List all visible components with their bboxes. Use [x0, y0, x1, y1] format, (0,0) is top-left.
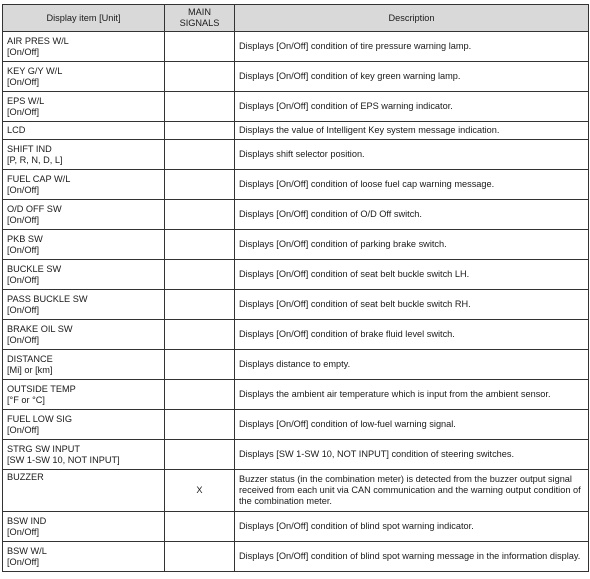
display-item-unit: [°F or °C]: [7, 394, 45, 405]
main-signals-cell: [165, 32, 235, 62]
description-cell: Displays distance to empty.: [235, 350, 589, 380]
description-cell: Displays [On/Off] condition of seat belt buckle switch RH.: [235, 290, 589, 320]
table-row: [3, 170, 589, 200]
display-item-name: PKB SW: [7, 233, 43, 244]
table-row: [3, 92, 589, 122]
display-item-unit: [On/Off]: [7, 526, 39, 537]
table-row: [3, 140, 589, 170]
table-row: [3, 470, 589, 512]
description-cell: Displays [On/Off] condition of O/D Off switch.: [235, 200, 589, 230]
display-item-cell: [3, 62, 165, 92]
display-item-cell: [3, 140, 165, 170]
display-item-cell: [3, 92, 165, 122]
display-item-cell: [3, 470, 165, 512]
main-signals-cell: [165, 92, 235, 122]
display-item-cell: [3, 170, 165, 200]
display-item-name: AIR PRES W/L: [7, 35, 69, 46]
main-signals-cell: [165, 380, 235, 410]
table-row: [3, 230, 589, 260]
main-signals-cell: [165, 410, 235, 440]
main-signals-cell: [165, 170, 235, 200]
header-main-signals-line1: MAIN: [188, 7, 211, 17]
display-item-name: BSW IND: [7, 515, 47, 526]
table-row: [3, 350, 589, 380]
display-item-name: PASS BUCKLE SW: [7, 293, 88, 304]
main-signals-cell: [165, 542, 235, 572]
table-header-row: [3, 5, 589, 32]
table-row: [3, 320, 589, 350]
display-item-name: STRG SW INPUT: [7, 443, 80, 454]
display-item-unit: [Mi] or [km]: [7, 364, 53, 375]
header-main-signals: [165, 5, 235, 32]
display-item-cell: [3, 380, 165, 410]
table-row: [3, 122, 589, 140]
table-row: [3, 290, 589, 320]
main-signals-cell: [165, 512, 235, 542]
description-cell: Displays [On/Off] condition of parking brake switch.: [235, 230, 589, 260]
main-signals-cell: [165, 122, 235, 140]
display-item-unit: [On/Off]: [7, 304, 39, 315]
display-item-cell: [3, 440, 165, 470]
display-item-name: KEY G/Y W/L: [7, 65, 63, 76]
display-item-unit: [On/Off]: [7, 46, 39, 57]
display-item-name: DISTANCE: [7, 353, 53, 364]
description-cell: Displays the ambient air temperature which is input from the ambient sensor.: [235, 380, 589, 410]
display-item-name: OUTSIDE TEMP: [7, 383, 76, 394]
display-item-cell: [3, 410, 165, 440]
display-item-cell: [3, 542, 165, 572]
display-item-name: LCD: [7, 125, 26, 135]
display-item-unit: [On/Off]: [7, 76, 39, 87]
header-main-signals-line2: SIGNALS: [179, 18, 220, 28]
display-item-name: FUEL CAP W/L: [7, 173, 71, 184]
display-item-cell: [3, 32, 165, 62]
display-item-unit: [SW 1-SW 10, NOT INPUT]: [7, 454, 120, 465]
table-row: [3, 512, 589, 542]
description-cell: Displays [On/Off] condition of blind spot warning message in the information display.: [235, 542, 589, 572]
description-cell: Displays [On/Off] condition of seat belt buckle switch LH.: [235, 260, 589, 290]
display-item-name: SHIFT IND: [7, 143, 52, 154]
table-row: [3, 62, 589, 92]
display-item-unit: [On/Off]: [7, 424, 39, 435]
table-row: [3, 380, 589, 410]
description-cell: Buzzer status (in the combination meter) is detected from the buzzer output signal received from each unit via CAN communication and the warning output condition of the combination meter.: [235, 470, 589, 512]
main-signals-cell: [165, 62, 235, 92]
display-item-unit: [On/Off]: [7, 214, 39, 225]
display-item-unit: [On/Off]: [7, 334, 39, 345]
table-row: [3, 440, 589, 470]
header-display-item: Display item [Unit]: [3, 5, 165, 32]
display-item-cell: [3, 200, 165, 230]
main-signals-cell: [165, 350, 235, 380]
description-cell: Displays shift selector position.: [235, 140, 589, 170]
display-item-unit: [On/Off]: [7, 274, 39, 285]
description-cell: Displays [On/Off] condition of tire pressure warning lamp.: [235, 32, 589, 62]
display-item-name: BUZZER: [7, 472, 44, 482]
display-item-cell: [3, 122, 165, 140]
main-signals-cell: [165, 200, 235, 230]
table-row: [3, 410, 589, 440]
table-row: [3, 32, 589, 62]
display-item-name: BSW W/L: [7, 545, 47, 556]
display-item-cell: [3, 290, 165, 320]
description-cell: Displays [On/Off] condition of key green warning lamp.: [235, 62, 589, 92]
main-signals-cell: X: [165, 470, 235, 512]
description-cell: Displays [On/Off] condition of EPS warning indicator.: [235, 92, 589, 122]
main-signals-cell: [165, 320, 235, 350]
display-item-unit: [P, R, N, D, L]: [7, 154, 63, 165]
display-item-cell: [3, 260, 165, 290]
main-signals-cell: [165, 140, 235, 170]
table-row: [3, 542, 589, 572]
display-item-name: BUCKLE SW: [7, 263, 62, 274]
description-cell: Displays [On/Off] condition of blind spot warning indicator.: [235, 512, 589, 542]
display-item-name: FUEL LOW SIG: [7, 413, 73, 424]
display-item-cell: [3, 512, 165, 542]
header-description: Description: [235, 5, 589, 32]
display-item-table: [2, 4, 589, 572]
display-item-unit: [On/Off]: [7, 184, 39, 195]
table-row: [3, 260, 589, 290]
description-cell: Displays [On/Off] condition of loose fuel cap warning message.: [235, 170, 589, 200]
table-row: [3, 200, 589, 230]
description-cell: Displays [SW 1-SW 10, NOT INPUT] condition of steering switches.: [235, 440, 589, 470]
description-cell: Displays [On/Off] condition of low-fuel warning signal.: [235, 410, 589, 440]
display-item-unit: [On/Off]: [7, 244, 39, 255]
display-item-name: O/D OFF SW: [7, 203, 62, 214]
table-body: [3, 32, 589, 572]
display-item-cell: [3, 320, 165, 350]
main-signals-cell: [165, 290, 235, 320]
description-cell: Displays [On/Off] condition of brake fluid level switch.: [235, 320, 589, 350]
main-signals-cell: [165, 230, 235, 260]
display-item-cell: [3, 230, 165, 260]
display-item-cell: [3, 350, 165, 380]
display-item-name: EPS W/L: [7, 95, 45, 106]
display-item-name: BRAKE OIL SW: [7, 323, 73, 334]
main-signals-cell: [165, 440, 235, 470]
display-item-unit: [On/Off]: [7, 106, 39, 117]
main-signals-cell: [165, 260, 235, 290]
description-cell: Displays the value of Intelligent Key system message indication.: [235, 122, 589, 140]
display-item-unit: [On/Off]: [7, 556, 39, 567]
